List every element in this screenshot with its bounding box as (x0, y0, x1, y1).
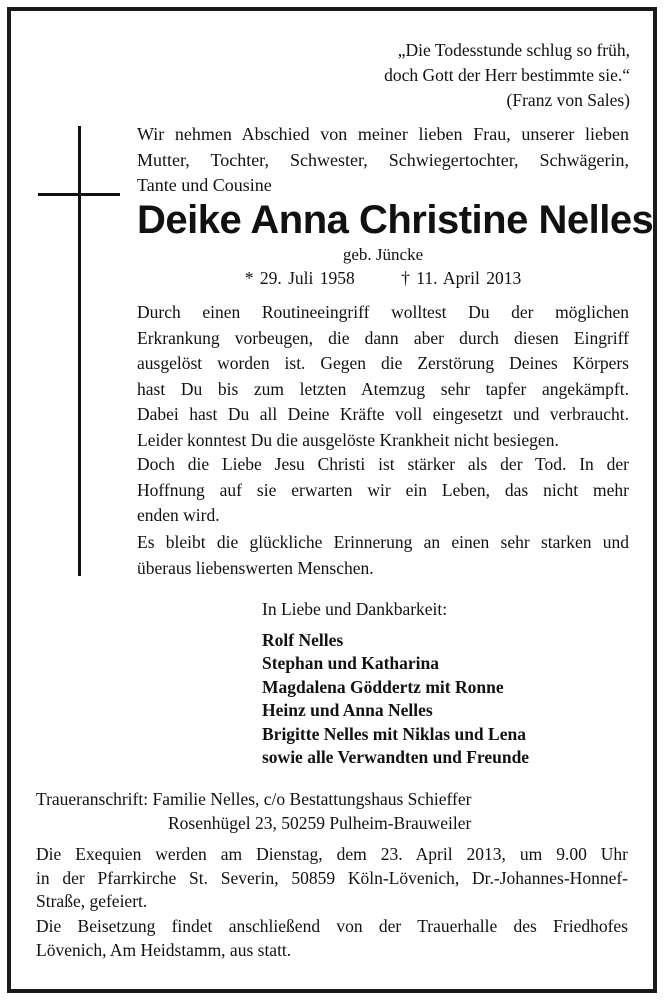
address-line: Traueranschrift: Familie Nelles, c/o Bestattungshaus Schieffer (36, 789, 472, 809)
mourners-list (262, 629, 529, 769)
text-line: Es bleibt die glückliche Erinnerung an einen sehr starken und (137, 532, 629, 552)
deceased-name: Deike Anna Christine Nelles (137, 198, 654, 242)
intro-line: Mutter, Tochter, Schwester, Schwiegertochter, Schwägerin, (137, 149, 629, 170)
intro-line: Tante und Cousine (137, 175, 272, 195)
text-line: Leider konntest Du die ausgelöste Krankheit nicht besiegen. (137, 429, 559, 450)
death-date: † 11. April 2013 (401, 268, 522, 288)
paragraph-1 (137, 300, 629, 453)
text-line: Straße, gefeiert. (36, 891, 148, 911)
text-line: Doch die Liebe Jesu Christi ist stärker als der Tod. In der (137, 454, 629, 474)
text-line: in der Pfarrkirche St. Severin, 50859 Köln-Lövenich, Dr.-Johannes-Honnef- (36, 867, 628, 888)
mourning-address (36, 788, 636, 835)
text-line: Dabei hast Du all Deine Kräfte voll eingesetzt und verbraucht. (137, 404, 629, 424)
text-line: hast Du bis zum letzten Atemzug sehr tapfer angekämpft. (137, 378, 629, 399)
mourner-name: Heinz und Anna Nelles (262, 700, 433, 721)
intro-text (137, 122, 629, 199)
text-line: Durch einen Routineeingriff wolltest Du der möglichen (137, 302, 629, 322)
life-dates (137, 268, 629, 289)
mourner-name: sowie alle Verwandten und Freunde (262, 747, 530, 768)
mourner-name: Magdalena Göddertz mit Ronne (262, 676, 504, 697)
text-line: enden wird. (137, 505, 220, 525)
paragraph-2 (137, 452, 629, 529)
quote-line: doch Gott der Herr bestimmte sie.“ (384, 65, 630, 85)
quote-line: „Die Todesstunde schlug so früh, (397, 40, 630, 60)
cross-icon-horizontal (38, 193, 120, 196)
text-line: Hoffnung auf sie erwarten wir ein Leben, das nicht mehr (137, 479, 629, 500)
mourner-name: Brigitte Nelles mit Niklas und Lena (262, 723, 526, 744)
exequies-info (36, 843, 628, 914)
intro-line: Wir nehmen Abschied von meiner lieben Frau, unserer lieben (137, 124, 629, 144)
burial-info (36, 915, 628, 962)
text-line: Die Beisetzung findet anschließend von der Trauerhalle des Friedhofes (36, 916, 628, 936)
text-line: Die Exequien werden am Dienstag, dem 23. April 2013, um 9.00 Uhr (36, 844, 628, 864)
text-line: Lövenich, Am Heidstamm, aus statt. (36, 939, 292, 960)
text-line: Erkrankung vorbeugen, die dann aber durch diesen Eingriff (137, 327, 629, 348)
address-line: Rosenhügel 23, 50259 Pulheim-Brauweiler (168, 812, 472, 833)
mourner-name: Rolf Nelles (262, 630, 344, 650)
paragraph-3 (137, 530, 629, 581)
mourners-heading: In Liebe und Dankbarkeit: (262, 599, 448, 619)
quote-author: (Franz von Sales) (506, 90, 630, 110)
birth-date: * 29. Juli 1958 (244, 268, 355, 288)
quote-block (280, 38, 630, 113)
text-line: ausgelöst worden ist. Gegen die Zerstörung Deines Körpers (137, 353, 629, 373)
birth-name: geb. Jüncke (342, 245, 424, 264)
text-line: überaus liebenswerten Menschen. (137, 557, 374, 578)
mourner-name: Stephan und Katharina (262, 653, 440, 674)
